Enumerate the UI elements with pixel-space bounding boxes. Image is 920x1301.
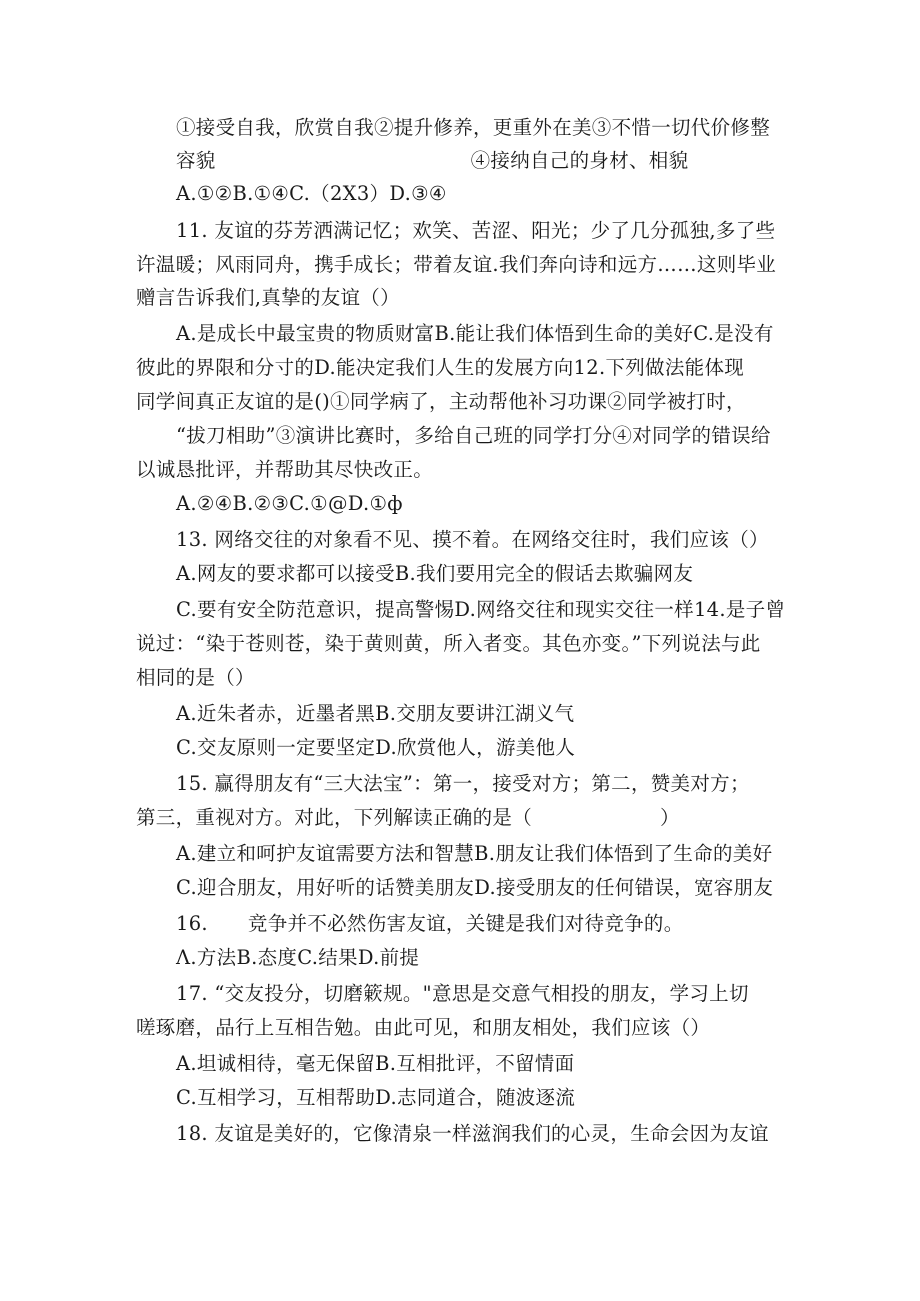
question-18: 18. 友谊是美好的，它像清泉一样滋润我们的心灵，生命会因为友谊 xyxy=(176,1122,769,1145)
text-line: “拔刀相助”③演讲比赛时，多给自己班的同学打分④对同学的错误给 xyxy=(176,424,771,447)
text-segment: ） xyxy=(660,806,680,829)
answer-options: C.交友原则一定要坚定D.欣赏他人，游美他人 xyxy=(176,736,576,759)
text-segment: 容貌 xyxy=(176,149,216,172)
answer-options: A.①②B.①④C.（2X3）D.③④ xyxy=(176,182,447,205)
answer-options: C.互相学习，互相帮助D.志同道合，随波逐流 xyxy=(176,1086,576,1109)
text-line: 以诚恳批评，并帮助其尽快改正。 xyxy=(136,458,434,481)
text-line: 嗟琢磨，品行上互相告勉。由此可见，和朋友相处，我们应该（） xyxy=(136,1016,711,1039)
text-line: 说过：“染于苍则苍，染于黄则黄，所入者变。其色亦变。”下列说法与此 xyxy=(136,632,761,655)
question-16 xyxy=(176,912,684,936)
answer-options: A.②④B.②③C.①@D.①ф xyxy=(176,492,403,515)
text-line xyxy=(176,149,688,173)
answer-options: C.要有安全防范意识，提高警惕D.网络交往和现实交往一样14.是子曾 xyxy=(176,598,786,621)
question-15: 15. 赢得朋友有“三大法宝”：第一，接受对方；第二，赞美对方； xyxy=(176,772,750,795)
answer-options: A.坦诚相待，毫无保留B.互相批评，不留情面 xyxy=(176,1052,575,1075)
question-11: 11. 友谊的芬芳洒满记忆；欢笑、苦涩、阳光；少了几分孤独,多了些 xyxy=(176,219,776,242)
answer-options: A.近朱者赤，近墨者黑B.交朋友要讲江湖义气 xyxy=(176,702,575,725)
text-line: ①接受自我，欣赏自我②提升修养，更重外在美③不惜一切代价修整 xyxy=(176,116,771,139)
answer-options: A.建立和呵护友谊需要方法和智慧B.朋友让我们体悟到了生命的美好 xyxy=(176,842,773,865)
text-line: 相同的是（） xyxy=(136,666,255,689)
answer-options: A.网友的要求都可以接受B.我们要用完全的假话去欺骗网友 xyxy=(176,562,694,585)
answer-options: C.迎合朋友，用好听的话赞美朋友D.接受朋友的任何错误，宽容朋友 xyxy=(176,876,774,899)
text-line: 彼此的界限和分寸的D.能决定我们人生的发展方向12.下列做法能体现 xyxy=(136,356,745,379)
text-line: 赠言告诉我们,真挚的友谊（） xyxy=(136,286,400,309)
text-line: 许温暖；风雨同舟，携手成长；带着友谊.我们奔向诗和远方……这则毕业 xyxy=(136,253,777,276)
text-segment: 第三，重视对方。对此，下列解读正确的是（ xyxy=(136,806,533,829)
text-line: 同学间真正友谊的是()①同学病了，主动帮他补习功课②同学被打时， xyxy=(136,390,746,413)
question-number: 16. xyxy=(176,912,208,935)
question-17: 17. “交友投分，切磨簌规。"意思是交意气相投的朋友，学习上切 xyxy=(176,982,749,1005)
answer-options: A.是成长中最宝贵的物质财富B.能让我们体悟到生命的美好C.是没有 xyxy=(176,322,774,345)
question-13: 13. 网络交往的对象看不见、摸不着。在网络交往时，我们应该（） xyxy=(176,528,769,551)
text-line xyxy=(136,806,680,830)
text-segment: 竞争并不必然伤害友谊，关键是我们对待竞争的。 xyxy=(247,912,684,935)
text-segment: ④接纳自己的身材、相貌 xyxy=(470,149,689,172)
answer-options: Λ.方法B.态度C.结果D.前提 xyxy=(176,946,420,969)
